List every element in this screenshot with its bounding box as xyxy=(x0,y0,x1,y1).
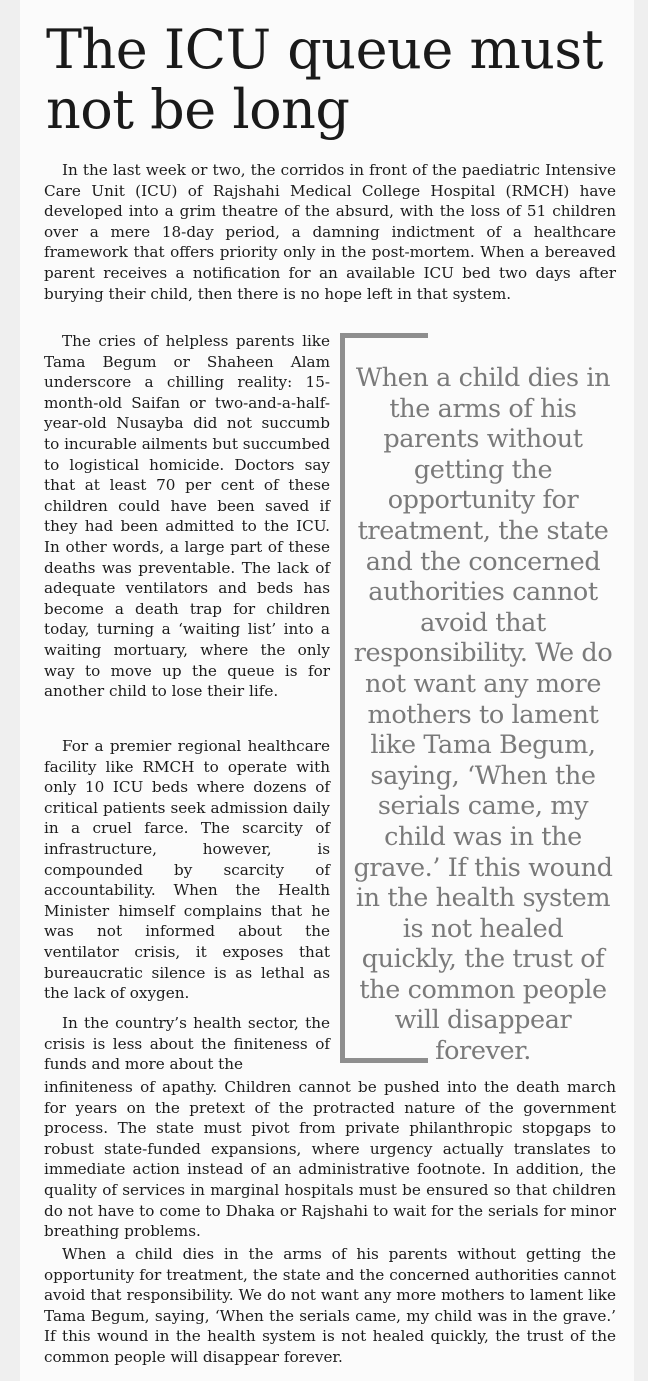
headline-text: The ICU queue must not be long xyxy=(46,18,603,141)
paragraph-3: For a premier regional healthcare facility like RMCH to operate with only 10 ICU beds where dozens of critical patients seek admission daily in a cruel farce. The scarcity of infrastructure, however, is compounded by scarcity of accountability. When the Health Minister himself complains that he was not informed about the ventilator crisis, it exposes that bureaucratic silence is as lethal as the lack of oxygen. xyxy=(44,737,330,1003)
headline xyxy=(46,20,634,140)
paragraph-2: The cries of helpless parents like Tama Begum or Shaheen Alam underscore a chilling reality: 15-month-old Saifan or two-and-a-half-year-old Nusayba did not succumb to incurable ailments but succumbed to logistical homicide. Doctors say that at least 70 per cent of these children could have been saved if they had been admitted to the ICU. In other words, a large part of these deaths was preventable. The lack of adequate ventilators and beds has become a death trap for children today, turning a ‘waiting list’ into a waiting mortuary, where the only way to move up the queue is for another child to lose their life. xyxy=(44,332,331,701)
paragraph-5: When a child dies in the arms of his parents without getting the opportunity for treatment, the state and the concerned authorities cannot avoid that responsibility. We do not want any more mothers to lament like Tama Begum, saying, ‘When the serials came, my child was in the grave.’ If this wound in the health system is not healed quickly, the trust of the common people will disappear forever. xyxy=(44,1245,616,1366)
paragraph-4-continued: infiniteness of apathy. Children cannot be pushed into the death march for years on the pretext of the protracted nature of the government process. The state must pivot from private philanthropic stopgaps to robust state-funded expansions, where urgency actually translates to immediate action instead of an administrative footnote. In addition, the quality of services in marginal hospitals must be ensured so that children do not have to come to Dhaka or Rajshahi to wait for the serials for minor breathing problems. xyxy=(44,1078,616,1241)
pull-quote-text: When a child dies in the arms of his parents without getting the opportunity for treatment, the state and the concerned authorities cannot avoid that responsibility. We do not want any more mothers to lament like Tama Begum, saying, ‘When the serials came, my child was in the grave.’ If this wound in the health system is not healed quickly, the trust of the common people will disappear forever. xyxy=(353,363,613,1067)
newspaper-page xyxy=(20,0,634,1381)
paragraph-4: In the country’s health sector, the crisis is less about the finiteness of funds and more about the xyxy=(44,1014,330,1074)
pull-quote-bracket-left xyxy=(340,333,345,1063)
pull-quote xyxy=(340,333,616,1067)
paragraph-1: In the last week or two, the corridos in front of the paediatric Intensive Care Unit (ICU) of Rajshahi Medical College Hospital (RMCH) have developed into a grim theatre of the absurd, with the loss of 51 children over a mere 18-day period, a damning indictment of a healthcare framework that offers priority only in the post-mortem. When a bereaved parent receives a notification for an available ICU bed two days after burying their child, then there is no hope left in that system. xyxy=(44,161,616,303)
pull-quote-bracket-top xyxy=(340,333,428,338)
